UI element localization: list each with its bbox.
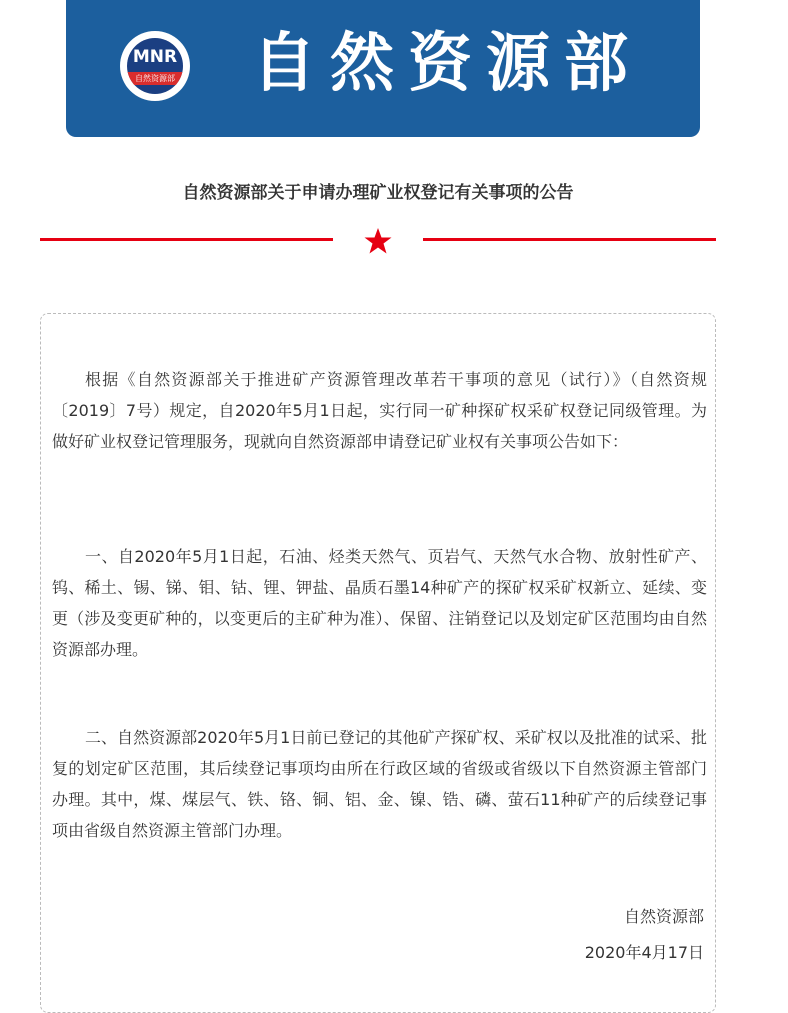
divider-left: [40, 238, 333, 241]
mnr-logo-subtext: 自然资源部: [127, 72, 183, 85]
notice-title: 自然资源部关于申请办理矿业权登记有关事项的公告: [182, 183, 574, 203]
notice-paragraph-intro: 根据《自然资源部关于推进矿产资源管理改革若干事项的意见（试行）》（自然资规〔2019〕7号）规定，自2020年5月1日起，实行同一矿种探矿权采矿权登记同级管理。为做好矿业权登记管理服务，现就向自然资源部申请登记矿业权有关事项公告如下：: [52, 370, 707, 451]
signature-date: 2020年4月17日: [584, 943, 704, 962]
signature-organization: 自然资源部: [623, 907, 704, 926]
mnr-logo-text: MNR: [132, 47, 178, 67]
divider-right: [423, 238, 716, 241]
notice-paragraph-item-1: 一、自2020年5月1日起，石油、烃类天然气、页岩气、天然气水合物、放射性矿产、钨、稀土、锡、锑、钼、钴、锂、钾盐、晶质石墨14种矿产的探矿权采矿权新立、延续、变更（涉及变更矿种的，以变更后的主矿种为准）、保留、注销登记以及划定矿区范围均由自然资源部办理。: [52, 547, 707, 659]
banner-title: 自然资源部: [252, 26, 642, 101]
mnr-logo: [120, 31, 190, 101]
notice-paragraph-item-2: 二、自然资源部2020年5月1日前已登记的其他矿产探矿权、采矿权以及批准的试采、批复的划定矿区范围，其后续登记事项均由所在行政区域的省级或省级以下自然资源主管部门办理。其中，煤、煤层气、铁、铬、铜、铝、金、镍、锆、磷、萤石11种矿产的后续登记事项由省级自然资源主管部门办理。: [52, 728, 707, 840]
header-banner: [66, 0, 700, 137]
mnr-logo-emblem: [127, 38, 183, 94]
star-icon: [363, 226, 393, 256]
